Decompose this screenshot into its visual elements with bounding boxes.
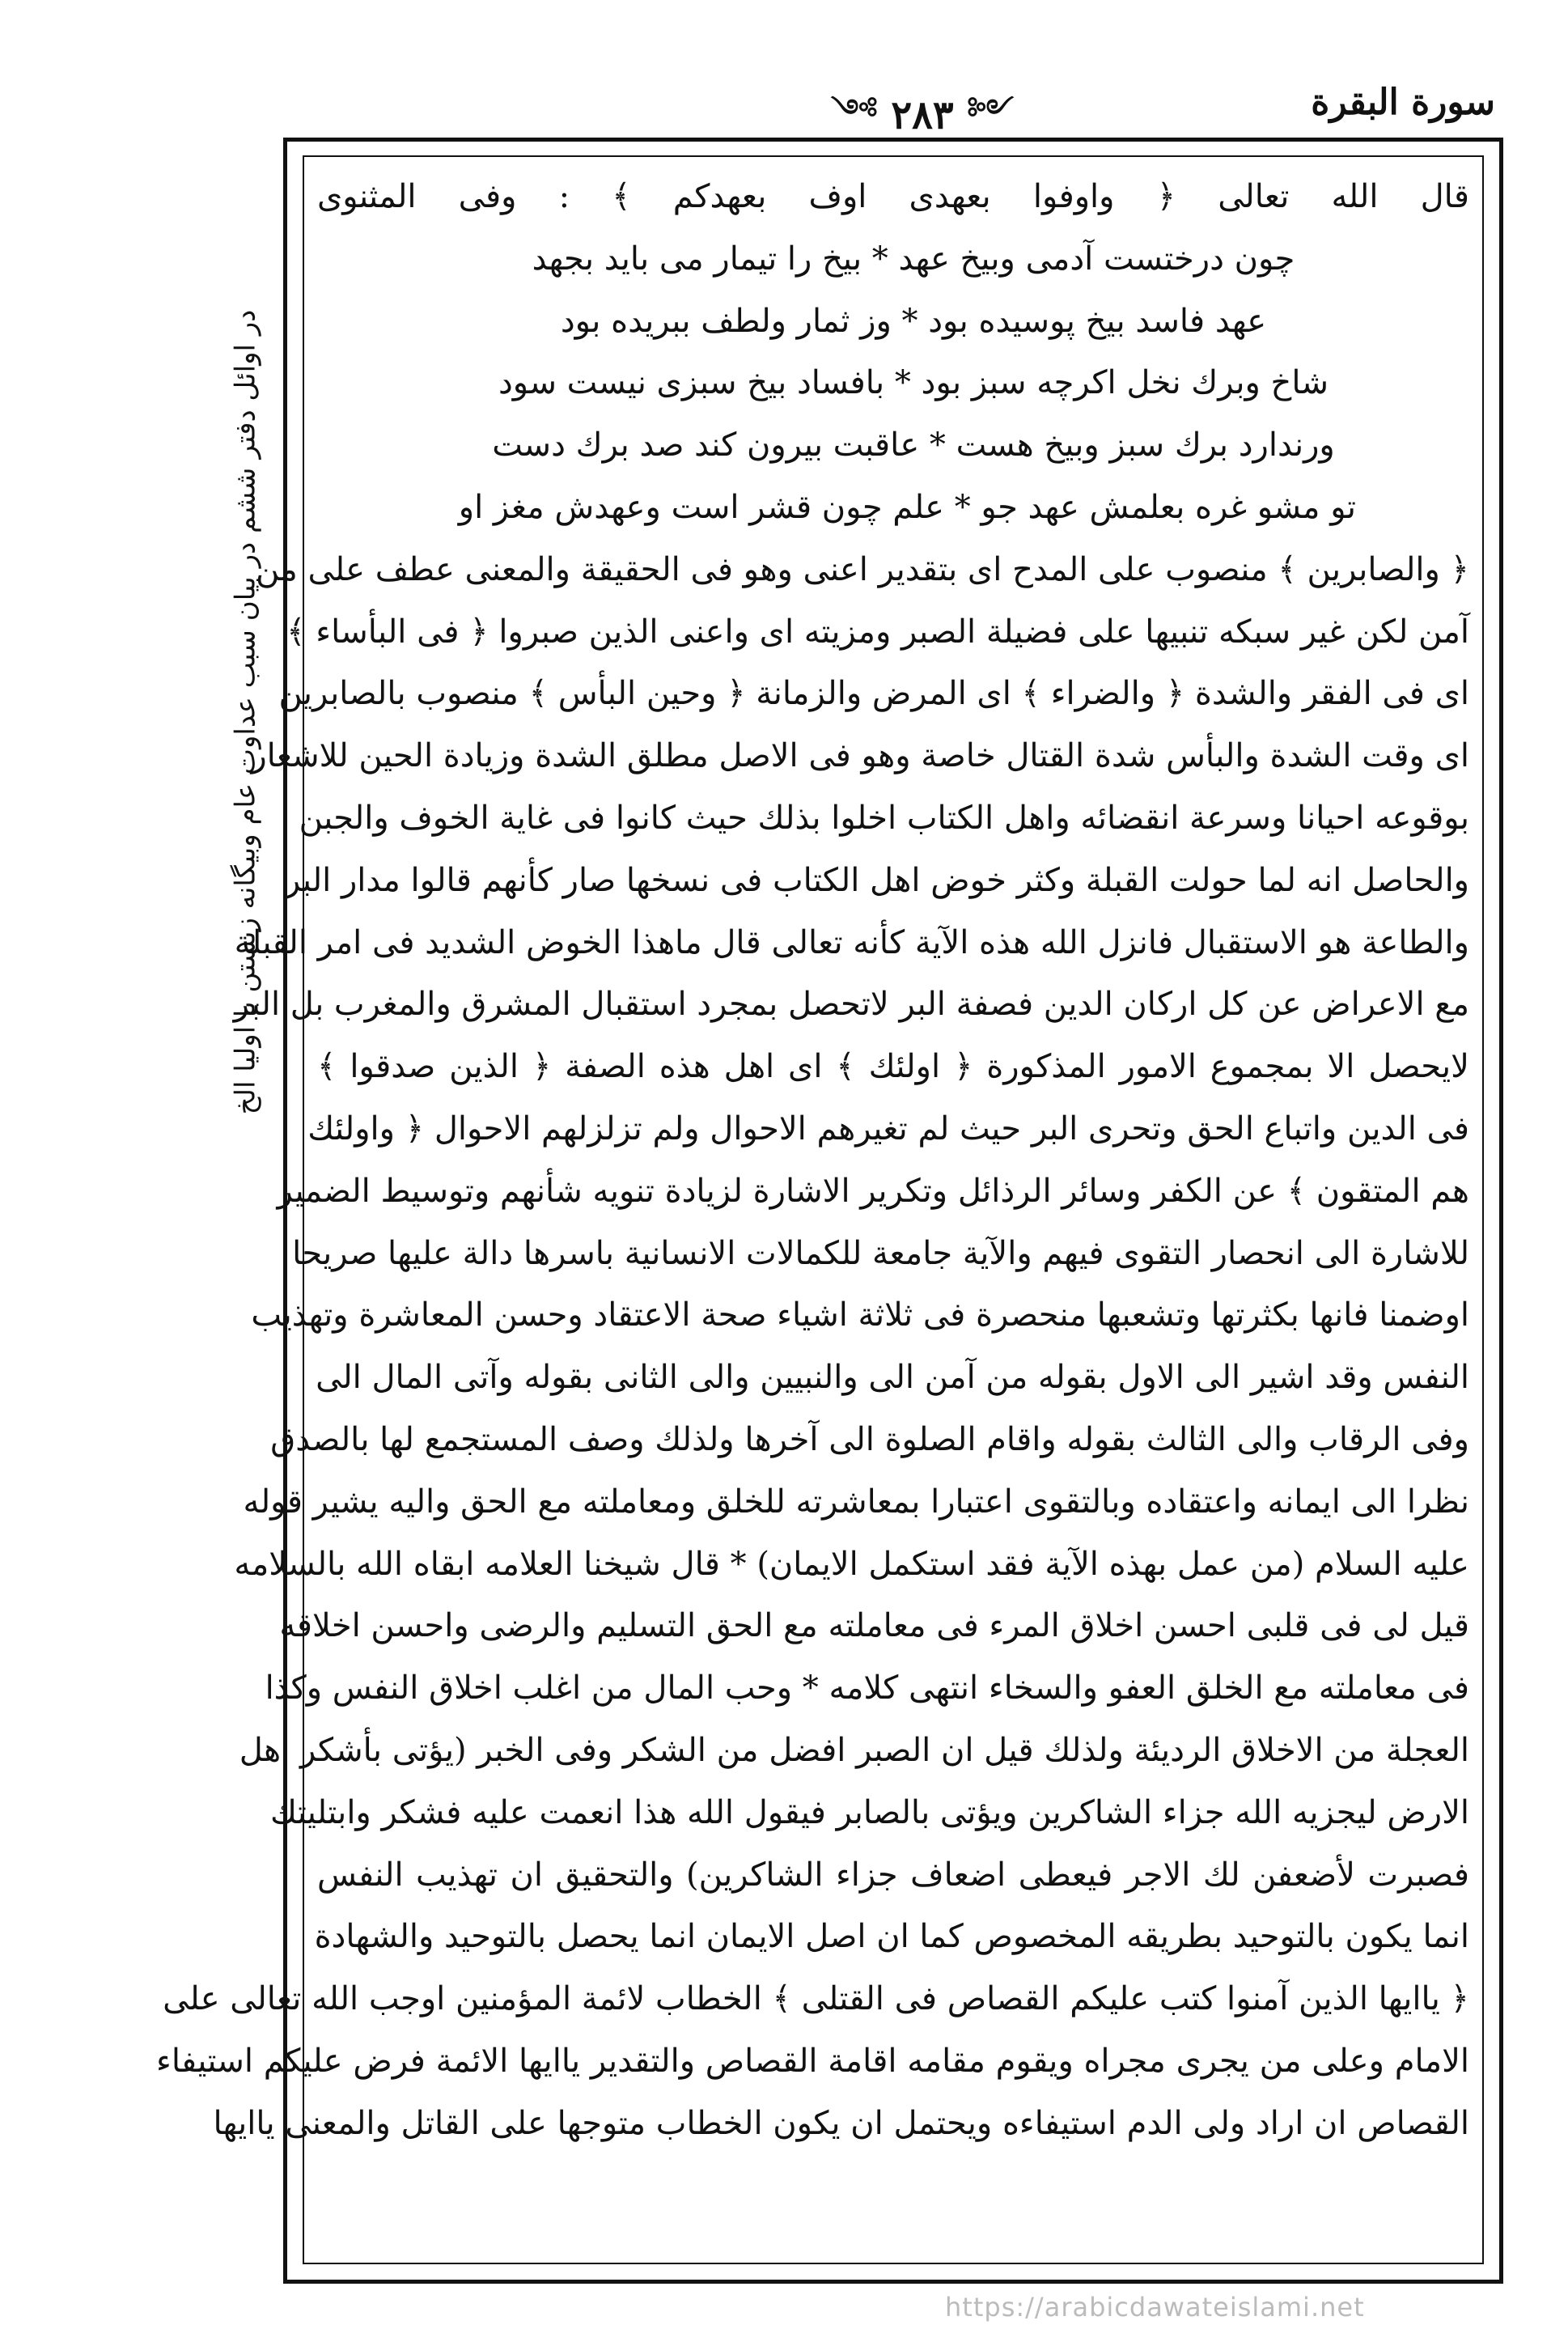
- text-line: ﴿ ياايها الذين آمنوا كتب عليكم القصاص فى القتلى ﴾ الخطاب لائمة المؤمنين اوجب الله تعالى على: [163, 1980, 1469, 2018]
- text-line: النفس وقد اشير الى الاول بقوله من آمن الى والنبيين والى الثانى بقوله وآتى المال الى: [316, 1359, 1469, 1397]
- text-line: للاشارة الى انحصار التقوى فيهم والآية جامعة للكمالات الانسانية باسرها دالة عليها صريحا: [292, 1234, 1469, 1272]
- page-header: [291, 77, 1495, 142]
- verse-line: عهد فاسد بيخ پوسيده بود * وز ثمار ولطف ببريده بود: [560, 302, 1267, 340]
- verse-line: تو مشو غره بعلمش عهد جو * علم چون قشر است وعهدش مغز او: [458, 488, 1356, 526]
- text-line: اى وقت الشدة والبأس شدة القتال خاصة وهو فى الاصل مطلق الشدة وزيادة الحين للاشعار: [251, 737, 1469, 775]
- margin-note: [217, 243, 273, 1181]
- text-line: اوضمنا فانها بكثرتها وتشعبها منحصرة فى ثلاثة اشياء صحة الاعتقاد وحسن المعاشرة وتهذيب: [251, 1296, 1469, 1334]
- text-line: انما يكون بالتوحيد بطريقه المخصوص كما ان اصل الايمان انما يحصل بالتوحيد والشهادة: [314, 1918, 1469, 1956]
- verse-line: شاخ وبرك نخل اكرچه سبز بود * بافساد بيخ سبزى نيست سود: [498, 364, 1329, 402]
- verse-line: چون درختست آدمى وبيخ عهد * بيخ را تيمار مى بايد بجهد: [532, 240, 1295, 278]
- text-line: القصاص ان اراد ولى الدم استيفاءه ويحتمل ان يكون الخطاب متوجها على القاتل والمعنى ياايها: [213, 2104, 1469, 2142]
- text-line: والحاصل انه لما حولت القبلة وكثر خوض اهل الكتاب فى نسخها صار كأنهم قالوا مدار البر: [284, 861, 1469, 899]
- text-line: نظرا الى ايمانه واعتقاده وبالتقوى اعتبارا بمعاشرته للخلق ومعاملته مع الحق واليه يشير قوله: [243, 1483, 1469, 1521]
- text-line: فصبرت لأضعفن لك الاجر فيعطى اضعاف جزاء الشاكرين) والتحقيق ان تهذيب النفس: [317, 1856, 1469, 1894]
- verse-line: ورندارد برك سبز وبيخ هست * عاقبت بيرون كند صد برك دست: [492, 426, 1335, 465]
- text-line: الامام وعلى من يجرى مجراه ويقوم مقامه اقامة القصاص والتقدير ياايها الائمة فرض عليكم استيفاء: [156, 2042, 1469, 2080]
- text-line: بوقوعه احيانا وسرعة انقضائه واهل الكتاب اخلوا بذلك حيث كانوا فى غاية الخوف والجبن: [299, 799, 1469, 837]
- text-line: هم المتقون ﴾ عن الكفر وسائر الرذائل وتكرير الاشارة لزيادة تنويه شأنهم وتوسيط الضمير: [277, 1172, 1469, 1210]
- text-line: آمن لكن غير سبكه تنبيها على فضيلة الصبر ومزيته اى واعنى الذين صبروا ﴿ فى البأساء ﴾: [286, 613, 1469, 651]
- margin-note-text: در اوائل دفتر ششم در بيان سبب عداوت عام وبيگانه زيستن با اوليا الخ: [229, 309, 262, 1115]
- text-line: لايحصل الا بمجموع الامور المذكورة ﴿ اولئك ﴾ اى اهل هذه الصفة ﴿ الذين صدقوا ﴾: [317, 1048, 1469, 1086]
- text-line: قيل لى فى قلبى احسن اخلاق المرء فى معاملته مع الحق التسليم والرضى واحسن اخلاقه: [279, 1607, 1469, 1645]
- watermark-url: https://arabicdawateislami.net: [945, 2292, 1365, 2323]
- text-line: عليه السلام (من عمل بهذه الآية فقد استكمل الايمان) * قال شيخنا العلامه ابقاه الله بالسلامه: [234, 1545, 1469, 1583]
- text-line: قال الله تعالى ﴿ واوفوا بعهدى اوف بعهدكم ﴾ : وفى المثنوى: [317, 178, 1469, 215]
- surah-title: سورة البقرة: [1311, 82, 1495, 123]
- text-line: مع الاعراض عن كل اركان الدين فصفة البر لاتحصل بمجرد استقبال المشرق والمغرب بل البر: [233, 986, 1469, 1024]
- text-line: العجلة من الاخلاق الرديئة ولذلك قيل ان الصبر افضل من الشكر وفى الخبر (يؤتى بأشكر اهل: [239, 1731, 1469, 1769]
- text-line: فى معاملته مع الخلق العفو والسخاء انتهى كلامه * وحب المال من اغلب اخلاق النفس وكذا: [265, 1669, 1469, 1708]
- text-line: فى الدين واتباع الحق وتحرى البر حيث لم تغيرهم الاحوال ولم تزلزلهم الاحوال ﴿ واولئك: [307, 1109, 1469, 1148]
- text-line: وفى الرقاب والى الثالث بقوله واقام الصلوة الى آخرها ولذلك وصف المستجمع لها بالصدق: [270, 1420, 1469, 1458]
- text-line: اى فى الفقر والشدة ﴿ والضراء ﴾ اى المرض والزمانة ﴿ وحين البأس ﴾ منصوب بالصابرين: [278, 675, 1469, 713]
- right-ornament-icon: ༻: [831, 93, 878, 127]
- text-line: الارض ليجزيه الله جزاء الشاكرين ويؤتى بالصابر فيقول الله هذا انعمت عليه فشكر وابتليتك: [270, 1793, 1469, 1831]
- text-line: والطاعة هو الاستقبال فانزل الله هذه الآية كأنه تعالى قال ماهذا الخوض الشديد فى امر القبلة: [234, 923, 1469, 961]
- page-number-value: ٢٨٣: [891, 92, 954, 138]
- text-line: ﴿ والصابرين ﴾ منصوب على المدح اى بتقدير اعنى وهو فى الحقيقة والمعنى عطف على من: [255, 550, 1469, 588]
- left-ornament-icon: ༺: [967, 93, 1014, 127]
